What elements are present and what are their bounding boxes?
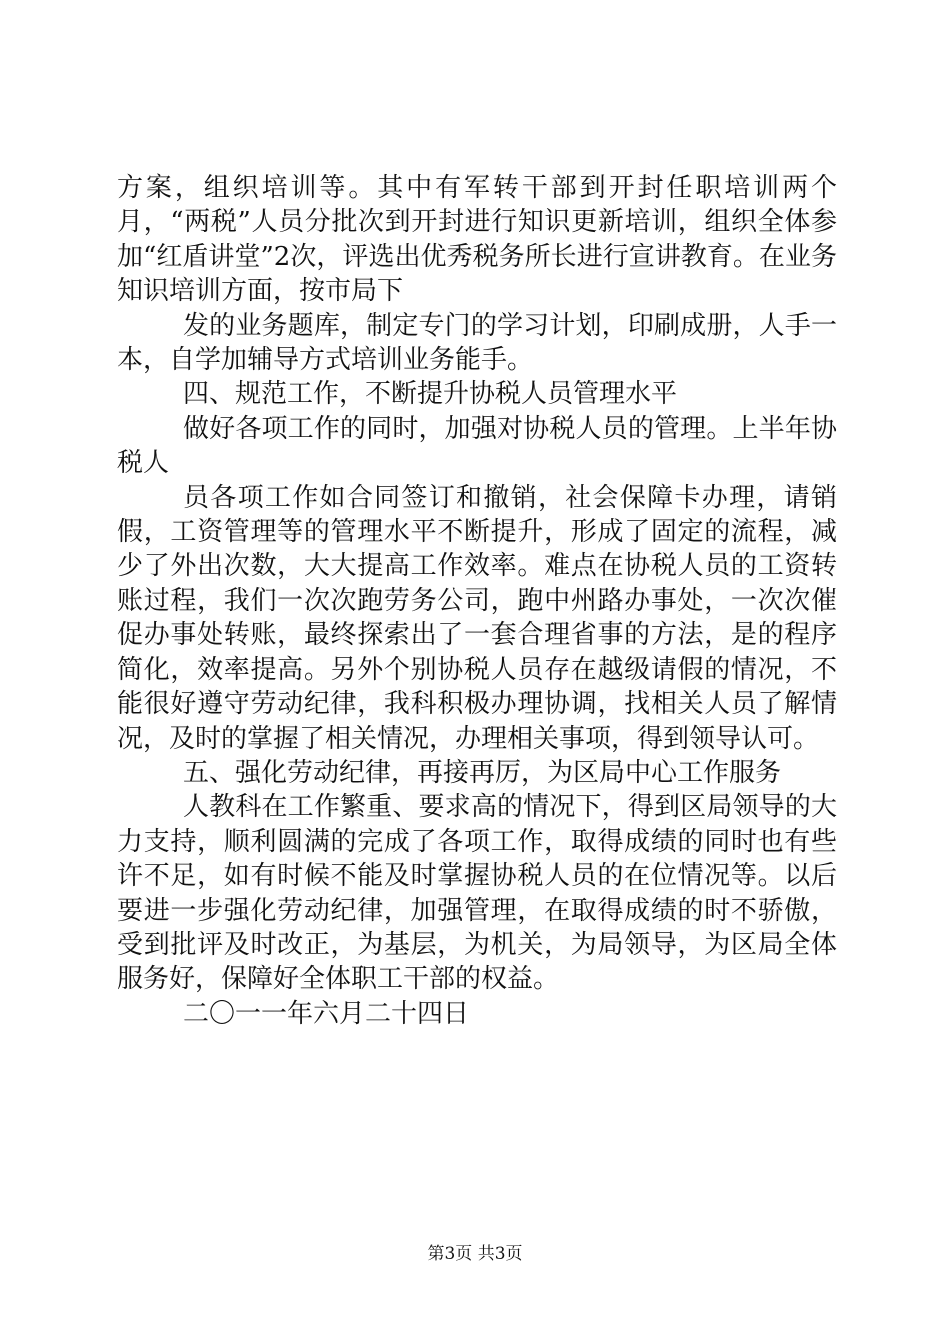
paragraph-question-bank: 发的业务题库，制定专门的学习计划，印刷成册，人手一本，自学加辅导方式培训业务能手。 [117,310,837,376]
paragraph-training-continued: 方案，组织培训等。其中有军转干部到开封任职培训两个月，“两税”人员分批次到开封进行知识更新培训，组织全体参加“红盾讲堂”2次，评选出优秀税务所长进行宣讲教育。在业务知识培训方面，按市局下 [117,173,837,307]
section-heading-five: 五、强化劳动纪律，再接再厉，为区局中心工作服务 [183,757,782,788]
paragraph-management-intro: 做好各项工作的同时，加强对协税人员的管理。上半年协税人 [117,413,837,479]
document-date: 二〇一一年六月二十四日 [183,998,470,1029]
paragraph-summary: 人教科在工作繁重、要求高的情况下，得到区局领导的大力支持，顺利圆满的完成了各项工作，取得成绩的同时也有些许不足，如有时候不能及时掌握协税人员的在位情况等。以后要进一步强化劳动纪律，加强管理，在取得成绩的时不骄傲，受到批评及时改正，为基层，为机关，为局领导，为区局全体服务好，保障好全体职工干部的权益。 [117,792,837,995]
page-footer: 第3页 共3页 [427,1244,523,1264]
paragraph-management-details: 员各项工作如合同签订和撤销，社会保障卡办理，请销假，工资管理等的管理水平不断提升，形成了固定的流程，减少了外出次数，大大提高工作效率。难点在协税人员的工资转账过程，我们一次次跑劳务公司，跑中州路办事处，一次次催促办事处转账，最终探索出了一套合理省事的方法，是的程序简化，效率提高。另外个别协税人员存在越级请假的情况，不能很好遵守劳动纪律，我科积极办理协调，找相关人员了解情况，及时的掌握了相关情况，办理相关事项，得到领导认可。 [117,482,837,754]
document-body [117,171,837,1031]
section-heading-four: 四、规范工作，不断提升协税人员管理水平 [183,379,678,410]
